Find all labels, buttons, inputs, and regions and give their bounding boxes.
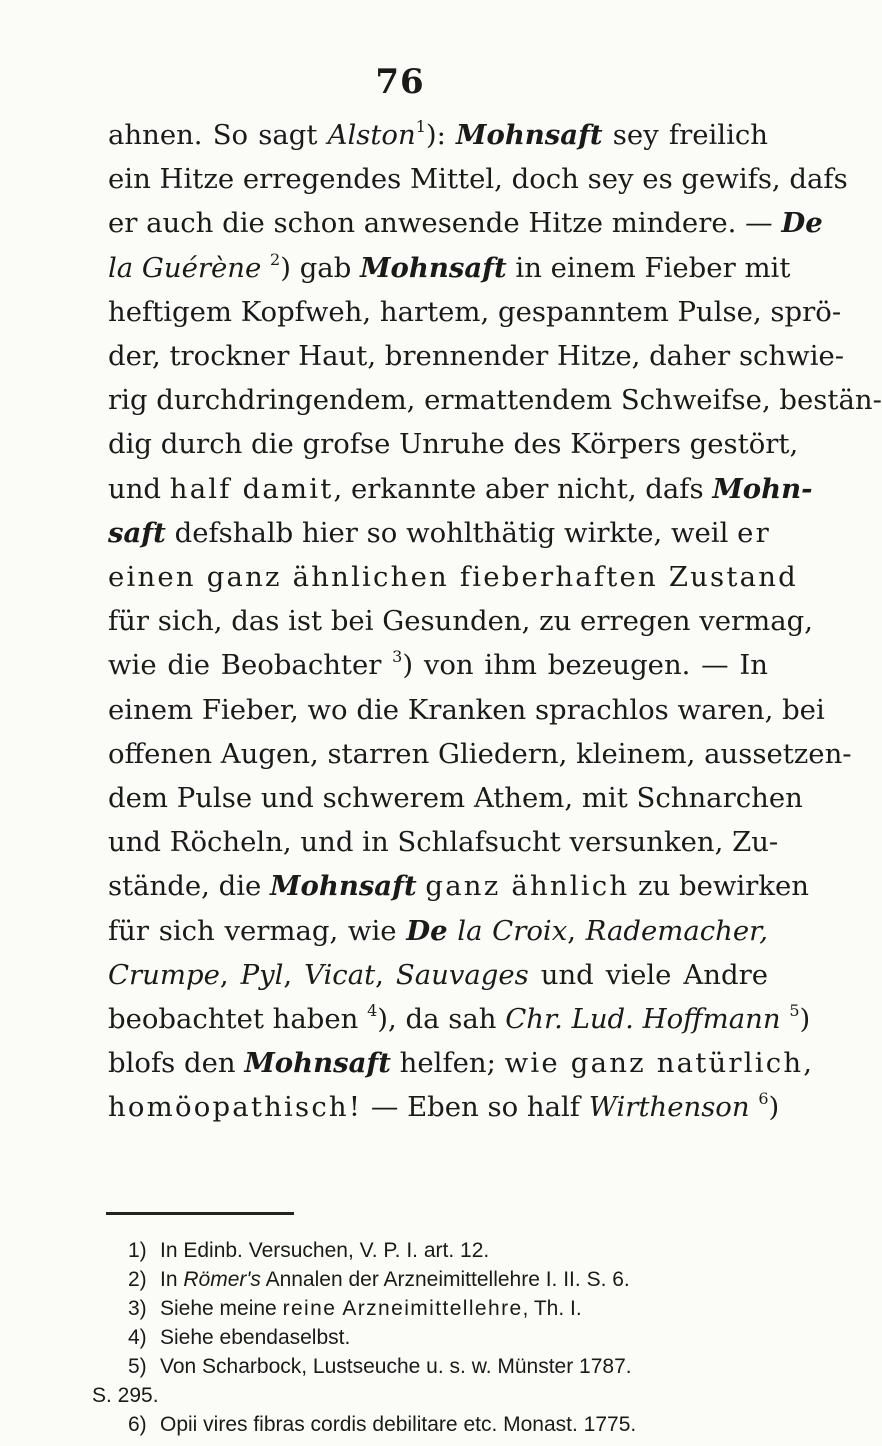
text-run: — Eben so half (362, 1091, 589, 1124)
text-line (108, 643, 768, 687)
text-run: , erkannte aber nicht, dafs (333, 472, 713, 505)
text-run: helfen; (390, 1047, 505, 1080)
text-run: ): (425, 119, 457, 151)
text-line (108, 1041, 815, 1085)
footnote-ref: 4 (367, 1001, 378, 1021)
footnote-text: In Edinb. Versuchen, V. P. I. art. 12. (160, 1239, 490, 1262)
footnote-number: 3) (128, 1297, 147, 1320)
text-line (108, 334, 845, 378)
text-run: , (219, 958, 241, 991)
italic-name: Chr. Lud. Hoffmann (505, 1003, 781, 1036)
text-run: stände, die (108, 870, 271, 903)
footnote (92, 1381, 768, 1410)
italic-name: la Croix (457, 914, 568, 947)
footnote-divider (106, 1212, 294, 1215)
text-line (108, 599, 813, 643)
footnote-text: In (160, 1268, 184, 1291)
text-line (108, 864, 809, 908)
text-line (108, 290, 842, 334)
body-text (108, 113, 882, 1130)
footnote-ref: 6 (758, 1089, 769, 1109)
footnote-text: Annalen der Arzneimittellehre I. II. S. 6. (260, 1268, 630, 1291)
spaced-emphasis: wie ganz natürlich, (504, 1047, 815, 1080)
emphasis-term: De (406, 914, 448, 947)
text-run: offenen Augen, starren Gliedern, kleinem, aussetzen- (108, 737, 852, 770)
text-run: ) (768, 1091, 780, 1124)
italic-name: Crumpe (108, 958, 220, 991)
text-run (781, 1003, 790, 1035)
footnote-number: 4) (128, 1326, 147, 1349)
footnote-number: 5) (128, 1355, 147, 1378)
text-run: dem Pulse und schwerem Athem, mit Schnarchen (108, 782, 803, 815)
footnote-italic: Römer's (183, 1268, 261, 1291)
text-run: ) gab (280, 251, 361, 284)
footnote-number: 1) (128, 1239, 147, 1262)
text-line (108, 732, 852, 776)
spaced-emphasis: half damit (169, 472, 334, 505)
text-line (108, 997, 811, 1041)
text-run: wie die Beobachter (108, 649, 393, 682)
page-number: 76 (375, 62, 425, 102)
text-line (108, 157, 848, 201)
text-line (108, 953, 768, 997)
footnote (128, 1410, 768, 1439)
text-run (448, 915, 458, 947)
emphasis-term: Mohn- (712, 472, 813, 505)
footnote-ref: 3 (392, 647, 403, 667)
italic-name: Vicat (304, 958, 376, 991)
text-run: der, trockner Haut, brennender Hitze, daher schwie- (108, 340, 845, 373)
footnote (128, 1323, 768, 1352)
italic-name: Pyl (240, 958, 284, 991)
text-run (261, 252, 270, 284)
text-run: ein Hitze erregendes Mittel, doch sey es gewifs, dafs (108, 163, 848, 196)
text-run: für sich vermag, wie (108, 914, 407, 947)
text-run: , (283, 958, 305, 991)
footnote (128, 1236, 768, 1265)
italic-name: Sauvages (395, 958, 529, 991)
footnote-text: Siehe ebendaselbst. (160, 1326, 351, 1349)
text-run: dig durch die grofse Unruhe des Körpers gestört, (108, 428, 799, 461)
text-run: ), da sah (377, 1003, 506, 1036)
text-line (108, 422, 799, 466)
text-line (108, 378, 882, 422)
footnote-text: , Th. I. (522, 1297, 582, 1320)
text-run: zu bewirken (629, 870, 809, 903)
footnote-spaced: reine Arzneimittellehre (282, 1297, 523, 1320)
emphasis-term: De (781, 207, 823, 240)
text-run: blofs den (108, 1047, 245, 1080)
text-line (108, 246, 791, 290)
text-run: sey freilich (602, 119, 768, 151)
text-line (108, 688, 825, 732)
text-run: einem Fieber, wo die Kranken sprachlos waren, bei (108, 693, 825, 726)
text-run: heftigem Kopfweh, hartem, gespanntem Pulse, sprö- (108, 295, 842, 328)
footnote-ref: 2 (270, 249, 281, 269)
footnote-text: Von Scharbock, Lustseuche u. s. w. Münster 1787. (160, 1355, 632, 1378)
text-line (108, 467, 813, 511)
spaced-emphasis: er (737, 516, 771, 549)
text-line (108, 820, 779, 864)
text-run: beobachtet haben (108, 1003, 368, 1036)
text-run: und (108, 472, 170, 505)
spaced-emphasis: homöopathisch! (108, 1091, 363, 1124)
text-line (108, 909, 768, 953)
emphasis-term: Mohnsaft (244, 1047, 391, 1080)
footnote (128, 1265, 768, 1294)
text-line (108, 201, 823, 245)
text-run: defshalb hier so wohlthätig wirkte, weil (165, 516, 738, 549)
text-run: ahnen. So sagt (108, 119, 328, 151)
italic-name: Rademacher, (585, 914, 768, 947)
text-line (108, 776, 803, 820)
text-run: er auch die schon anwesende Hitze mindere. — (108, 207, 782, 240)
italic-name: Alston (327, 119, 416, 151)
text-line (108, 1085, 780, 1129)
italic-name: la Guérène (108, 251, 262, 284)
text-run: , (375, 958, 396, 991)
footnote-ref: 5 (789, 1001, 800, 1021)
text-run: rig durchdringendem, ermattendem Schweifse, bestän- (108, 384, 882, 417)
footnote-text: Opii vires fibras cordis debilitare etc. Monast. 1775. (160, 1413, 637, 1436)
text-run: und Röcheln, und in Schlafsucht versunken, Zu- (108, 826, 779, 859)
emphasis-term: Mohnsaft (360, 251, 507, 284)
text-run: und viele Andre (528, 958, 768, 991)
text-line (108, 555, 798, 599)
spaced-emphasis: einen ganz ähnlichen fieberhaften Zustand (108, 561, 798, 594)
footnotes (92, 1236, 768, 1439)
footnote-ref: 1 (415, 117, 426, 136)
spaced-emphasis: ganz ähnlich (425, 870, 630, 903)
italic-name: Wirthenson (588, 1091, 750, 1124)
text-run: ) (799, 1003, 811, 1036)
text-run: , (567, 914, 586, 947)
text-run: ) von ihm bezeugen. — In (402, 649, 768, 682)
footnote-text: Siehe meine (160, 1297, 283, 1320)
footnote-text: S. 295. (92, 1384, 159, 1407)
text-run: für sich, das ist bei Gesunden, zu erregen vermag, (108, 605, 813, 638)
text-line (108, 511, 771, 555)
footnote-number: 6) (128, 1413, 147, 1436)
emphasis-term: saft (108, 516, 166, 549)
emphasis-term: Mohnsaft (270, 870, 417, 903)
footnote (128, 1294, 768, 1323)
footnote-number: 2) (128, 1268, 147, 1291)
footnote (128, 1352, 768, 1381)
emphasis-term: Mohnsaft (456, 119, 603, 151)
text-run: in einem Fieber mit (506, 251, 791, 284)
text-line (108, 113, 768, 157)
